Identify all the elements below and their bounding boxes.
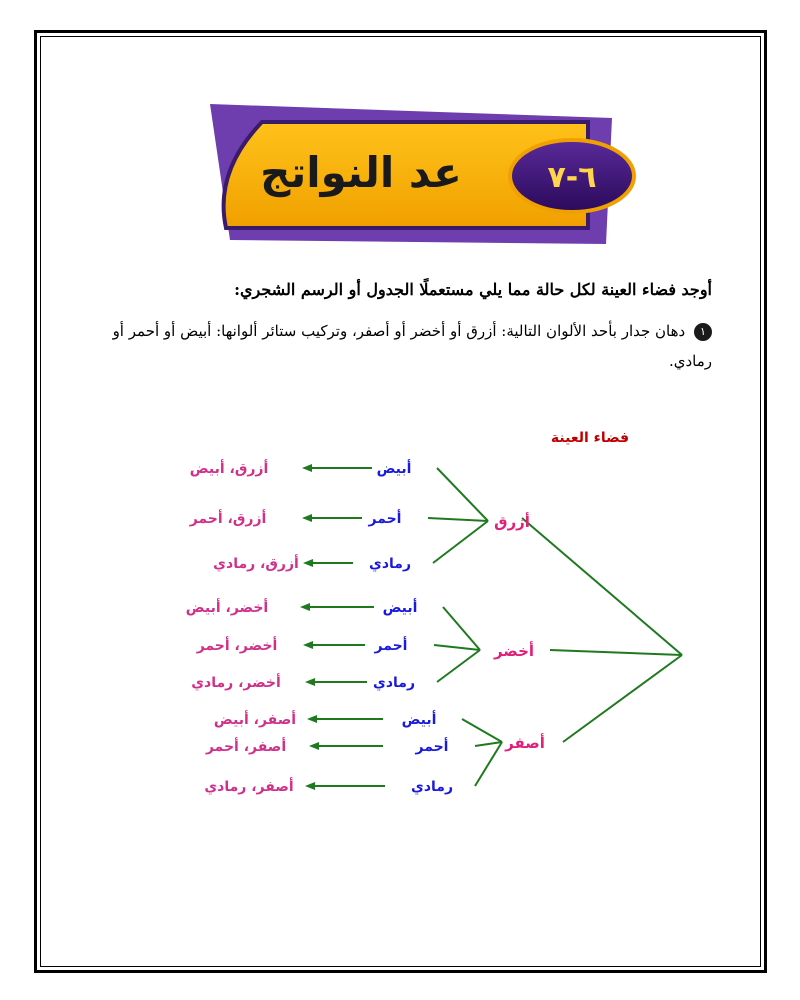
curtain-branch: [434, 645, 480, 650]
curtain-color-label: رمادي: [411, 779, 453, 795]
curtain-color-label: أبيض: [401, 712, 437, 728]
curtain-color-label: أبيض: [382, 600, 418, 616]
outcome-label: أزرق، رمادي: [213, 556, 299, 572]
wall-color-label: أزرق: [494, 513, 530, 531]
arrow-head: [305, 678, 315, 686]
arrow-head: [303, 559, 313, 567]
instruction-text: أوجد فضاء العينة لكل حالة مما يلي مستعملًا الجدول أو الرسم الشجري:: [234, 280, 712, 299]
lesson-number: ٦-٧: [547, 160, 597, 195]
arrow-head: [302, 514, 312, 522]
arrow-head: [305, 782, 315, 790]
arrow-head: [302, 464, 312, 472]
problem-text: دهان جدار بأحد الألوان التالية: أزرق أو أخضر أو أصفر، وتركيب ستائر ألوانها: أبيض أو أحمر أو رمادي.: [112, 322, 712, 370]
outcome-label: أصفر، أحمر: [205, 739, 287, 755]
outcome-label: أخضر، أحمر: [196, 638, 278, 654]
arrow-head: [300, 603, 310, 611]
outcome-label: أصفر، أبيض: [213, 712, 297, 728]
outcome-label: أخضر، أبيض: [185, 600, 269, 616]
outcome-label: أزرق، أحمر: [189, 511, 267, 527]
curtain-branch: [443, 607, 480, 650]
curtain-branch: [437, 468, 488, 521]
curtain-color-label: أحمر: [374, 638, 408, 654]
trunk-branch: [522, 518, 682, 655]
curtain-color-label: أبيض: [376, 461, 412, 477]
arrow-head: [309, 742, 319, 750]
curtain-branch: [433, 521, 488, 563]
trunk-branch: [550, 650, 682, 655]
curtain-branch: [428, 518, 488, 521]
arrow-head: [307, 715, 317, 723]
lesson-title: عد النواتج: [260, 148, 462, 197]
sample-space-heading: فضاء العينة: [550, 430, 630, 446]
wall-color-label: أصفر: [505, 734, 545, 752]
arrow-head: [303, 641, 313, 649]
curtain-branch: [475, 742, 502, 746]
curtain-branch: [475, 742, 502, 786]
curtain-branch: [437, 650, 480, 682]
curtain-color-label: رمادي: [369, 556, 411, 572]
outcome-label: أخضر، رمادي: [191, 675, 281, 691]
curtain-color-label: أحمر: [415, 739, 449, 755]
curtain-color-label: رمادي: [373, 675, 415, 691]
trunk-branch: [563, 655, 682, 742]
curtain-branch: [462, 719, 502, 742]
outcome-label: أزرق، أبيض: [189, 461, 269, 477]
wall-color-label: أخضر: [493, 642, 535, 660]
problem-number-badge: ١: [694, 323, 712, 341]
curtain-color-label: أحمر: [368, 511, 402, 527]
outcome-label: أصفر، رمادي: [204, 779, 294, 795]
